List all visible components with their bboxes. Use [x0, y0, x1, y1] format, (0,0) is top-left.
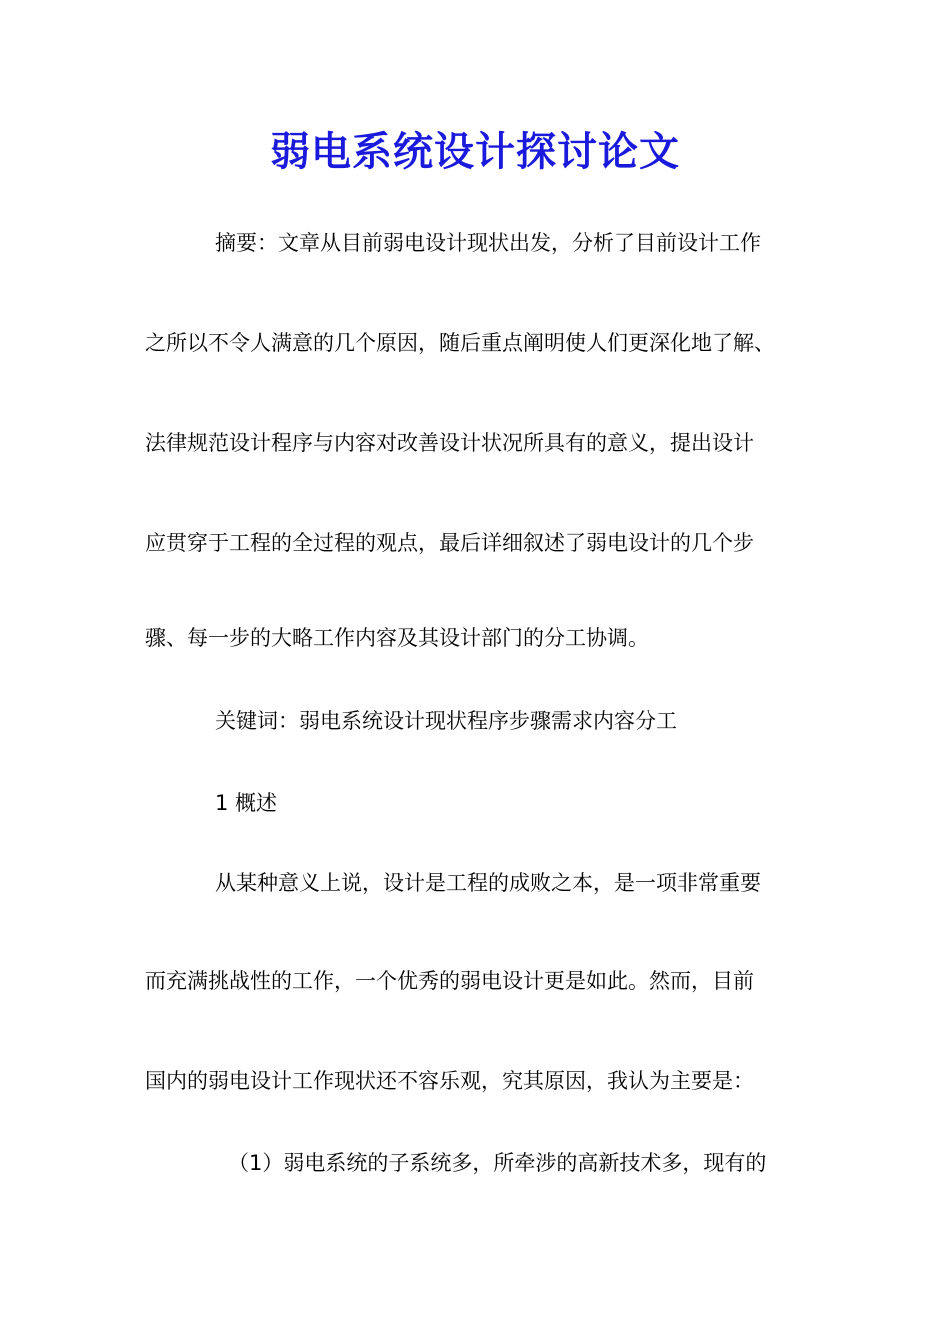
body-line-3: 国内的弱电设计工作现状还不容乐观，究其原因，我认为主要是：	[145, 1069, 754, 1093]
abstract-line-2: 之所以不令人满意的几个原因，随后重点阐明使人们更深化地了解、	[145, 331, 775, 355]
body-line-1: 从某种意义上说，设计是工程的成败之本，是一项非常重要	[215, 871, 761, 895]
abstract-line-5: 骤、每一步的大略工作内容及其设计部门的分工协调。	[145, 626, 649, 650]
document-title: 弱电系统设计探讨论文	[270, 128, 680, 175]
keywords-line: 关键词：弱电系统设计现状程序步骤需求内容分工	[215, 709, 677, 733]
abstract-line-1: 摘要：文章从目前弱电设计现状出发，分析了目前设计工作	[215, 231, 761, 255]
section-heading: 1 概述	[215, 791, 278, 815]
list-item-1: （1）弱电系统的子系统多，所牵涉的高新技术多，现有的	[228, 1151, 767, 1175]
abstract-line-4: 应贯穿于工程的全过程的观点，最后详细叙述了弱电设计的几个步	[145, 531, 754, 555]
body-line-2: 而充满挑战性的工作，一个优秀的弱电设计更是如此。然而，目前	[145, 969, 754, 993]
abstract-line-3: 法律规范设计程序与内容对改善设计状况所具有的意义，提出设计	[145, 431, 754, 455]
